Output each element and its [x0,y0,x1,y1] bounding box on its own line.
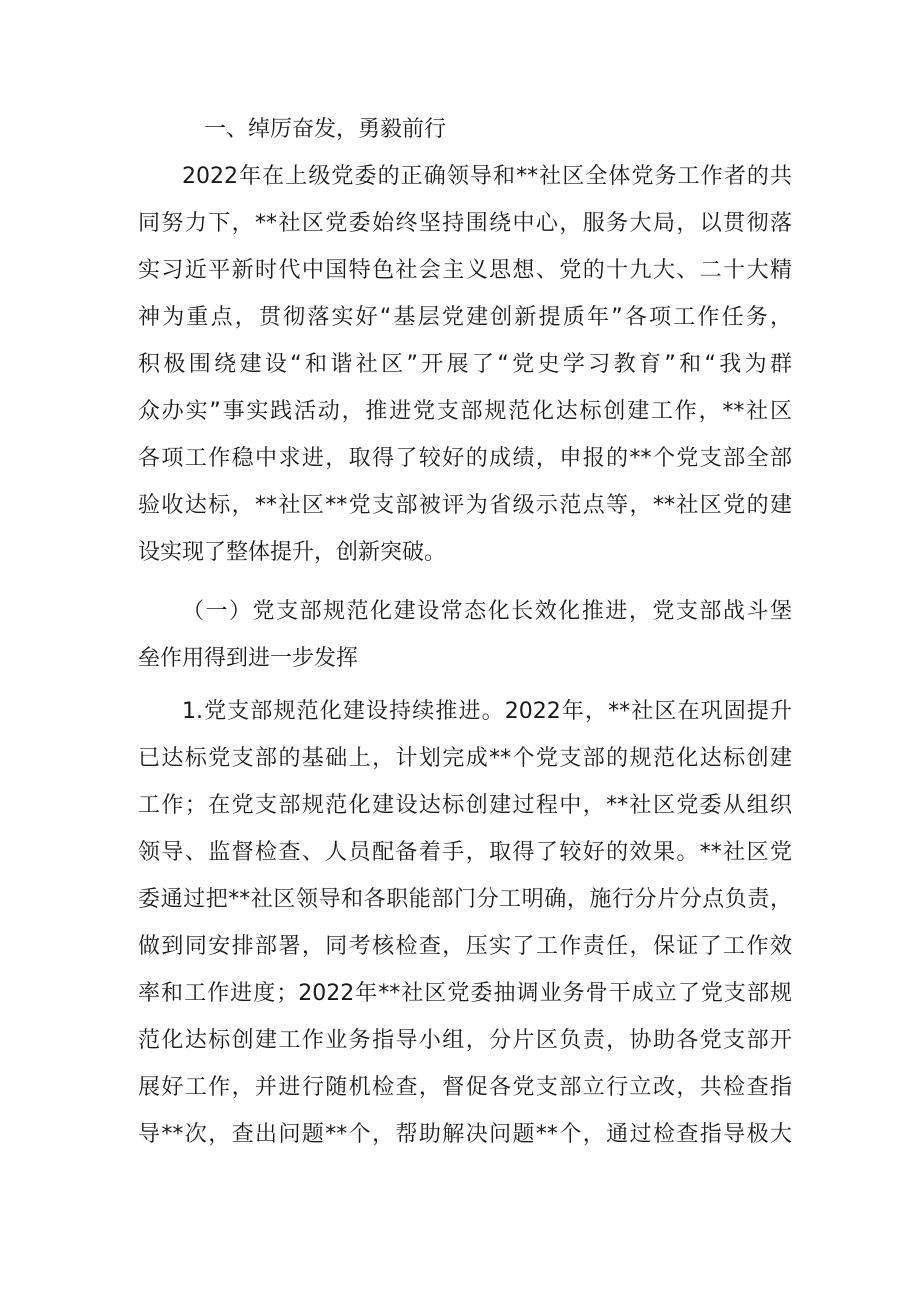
paragraph-1-line-6: 众办实”事实践活动，推进党支部规范化达标创建工作，**社区 [138,399,792,424]
paragraph-1-line-8: 验收达标，**社区**党支部被评为省级示范点等，**社区党的建 [138,493,792,518]
subheading-line-1: （一）党支部规范化建设常态化长效化推进，党支部战斗堡 [182,599,792,624]
paragraph-1-line-7: 各项工作稳中求进，取得了较好的成绩，申报的**个党支部全部 [138,446,792,471]
paragraph-2-line-10: 导**次，查出问题**个，帮助解决问题**个，通过检查指导极大 [138,1122,792,1147]
paragraph-2-line-8: 范化达标创建工作业务指导小组，分片区负责，协助各党支部开 [138,1028,792,1053]
paragraph-2-line-6: 做到同安排部署，同考核检查，压实了工作责任，保证了工作效 [138,934,792,959]
paragraph-1-line-2: 同努力下，**社区党委始终坚持围绕中心，服务大局，以贯彻落 [138,211,792,236]
subheading-line-2: 垒作用得到进一步发挥 [138,646,359,671]
paragraph-2-line-3: 工作；在党支部规范化建设达标创建过程中，**社区党委从组织 [138,793,792,818]
paragraph-2-line-1: 1.党支部规范化建设持续推进。2022年，**社区在巩固提升 [182,699,792,724]
paragraph-1-line-4: 神为重点，贯彻落实好“基层党建创新提质年”各项工作任务， [138,305,792,330]
paragraph-2-line-2: 已达标党支部的基础上，计划完成**个党支部的规范化达标创建 [138,746,792,771]
paragraph-1-line-3: 实习近平新时代中国特色社会主义思想、党的十九大、二十大精 [138,258,792,283]
paragraph-2-line-9: 展好工作，并进行随机检查，督促各党支部立行立改，共检查指 [138,1075,792,1100]
paragraph-2-line-4: 领导、监督检查、人员配备着手，取得了较好的效果。**社区党 [138,840,792,865]
paragraph-2-line-7: 率和工作进度；2022年**社区党委抽调业务骨干成立了党支部规 [138,981,792,1006]
paragraph-1-line-1: 2022年在上级党委的正确领导和**社区全体党务工作者的共 [182,164,792,189]
paragraph-1-line-9: 设实现了整体提升，创新突破。 [138,540,447,565]
paragraph-2-line-5: 委通过把**社区领导和各职能部门分工明确，施行分片分点负责， [138,887,792,912]
paragraph-1-line-5: 积极围绕建设“和谐社区”开展了“党史学习教育”和“我为群 [138,352,792,377]
section-heading: 一、绰厉奋发，勇毅前行 [204,117,447,142]
